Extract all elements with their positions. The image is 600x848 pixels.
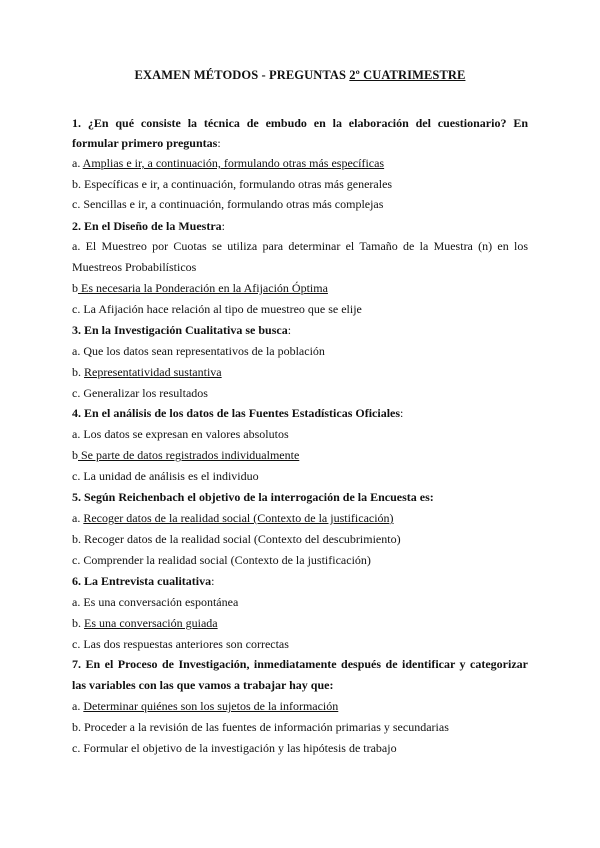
question-3-suffix: :	[287, 323, 292, 337]
option-prefix: a.	[72, 699, 84, 713]
option-prefix: c.	[72, 553, 84, 567]
question-4-suffix: :	[400, 406, 404, 420]
question-3-option-c	[72, 383, 528, 403]
question-2-text: 2. En el Diseño de la Muestra	[72, 219, 222, 233]
option-text: La unidad de análisis es el individuo	[83, 469, 259, 483]
question-2-option-a-line-2: Muestreos Probabilísticos	[72, 260, 197, 274]
question-4-option-c	[72, 466, 528, 486]
question-3-option-a	[72, 341, 528, 361]
question-1-text: formular primero preguntas	[72, 136, 218, 150]
option-prefix: b.	[72, 365, 84, 379]
option-text: Las dos respuestas anteriores son correctas	[83, 637, 289, 651]
question-3	[72, 320, 528, 340]
option-text: Comprender la realidad social (Contexto de la justificación)	[83, 553, 371, 567]
question-3-text: 3. En la Investigación Cualitativa se busca	[72, 323, 288, 337]
option-prefix: c.	[72, 302, 84, 316]
title-underlined: 2º CUATRIMESTRE	[349, 68, 466, 82]
question-6-option-c	[72, 634, 528, 654]
option-text-correct: Determinar quiénes son los sujetos de la información	[83, 699, 339, 713]
option-prefix: c.	[72, 386, 84, 400]
option-prefix: b.	[72, 532, 84, 546]
option-prefix: a.	[72, 595, 84, 609]
option-text: Recoger datos de la realidad social (Contexto del descubrimiento)	[84, 532, 401, 546]
question-4-text: 4. En el análisis de los datos de las Fuentes Estadísticas Oficiales	[72, 406, 401, 420]
option-text: Formular el objetivo de la investigación y las hipótesis de trabajo	[83, 741, 397, 755]
question-1-option-a	[72, 153, 528, 173]
question-3-option-b	[72, 362, 528, 382]
question-7-option-a	[72, 696, 528, 716]
question-4	[72, 403, 528, 423]
option-prefix: b	[72, 448, 78, 462]
option-prefix: a.	[72, 511, 84, 525]
option-text: Generalizar los resultados	[83, 386, 208, 400]
question-4-option-b	[72, 445, 528, 465]
question-5: 5. Según Reichenbach el objetivo de la interrogación de la Encuesta es:	[72, 490, 434, 504]
option-text-correct: Es una conversación guiada	[84, 616, 218, 630]
question-7-line-2: las variables con las que vamos a trabajar hay que:	[72, 678, 334, 692]
option-text: Sencillas e ir, a continuación, formulando otras más complejas	[83, 197, 384, 211]
option-text: Proceder a la revisión de las fuentes de información primarias y secundarias	[84, 720, 449, 734]
option-text-correct: Es necesaria la Ponderación en la Afijación Óptima	[78, 281, 328, 295]
option-prefix: a.	[72, 156, 83, 170]
question-5-option-c	[72, 550, 528, 570]
option-prefix: c.	[72, 637, 84, 651]
option-prefix: c.	[72, 469, 84, 483]
question-2-option-c	[72, 299, 528, 319]
question-1-line-1: 1. ¿En qué consiste la técnica de embudo en la elaboración del cuestionario? En	[72, 116, 528, 130]
question-5-option-a	[72, 508, 528, 528]
option-text-correct: Recoger datos de la realidad social (Contexto de la justificación)	[83, 511, 394, 525]
option-prefix: a.	[72, 344, 84, 358]
question-2-option-b	[72, 278, 528, 298]
option-text: La Afijación hace relación al tipo de muestreo que se elije	[83, 302, 362, 316]
question-4-option-a	[72, 424, 528, 444]
option-prefix: b.	[72, 720, 84, 734]
option-prefix: c.	[72, 197, 84, 211]
question-6-option-a	[72, 592, 528, 612]
option-text: El Muestreo por Cuotas se utiliza para determinar el Tamaño de la Muestra (n) en los	[85, 239, 528, 253]
option-prefix: c.	[72, 741, 84, 755]
question-6-suffix: :	[211, 574, 215, 588]
option-prefix: a.	[72, 239, 86, 253]
question-1-option-b	[72, 174, 528, 194]
option-text: Es una conversación espontánea	[83, 595, 239, 609]
question-7-option-b	[72, 717, 528, 737]
option-text-correct: Representatividad sustantiva	[84, 365, 222, 379]
question-1-suffix: :	[217, 136, 221, 150]
question-5-option-b	[72, 529, 528, 549]
option-prefix: a.	[72, 427, 84, 441]
option-text: Específicas e ir, a continuación, formulando otras más generales	[84, 177, 393, 191]
option-prefix: b	[72, 281, 78, 295]
question-2-option-a-line-1	[72, 236, 528, 256]
question-7-option-c	[72, 738, 528, 758]
option-prefix: b.	[72, 616, 84, 630]
option-text: Los datos se expresan en valores absolutos	[83, 427, 289, 441]
question-6-text: 6. La Entrevista cualitativa	[72, 574, 212, 588]
option-prefix: b.	[72, 177, 84, 191]
question-2-suffix: :	[221, 219, 226, 233]
question-6-option-b	[72, 613, 528, 633]
question-6	[72, 571, 528, 591]
option-text-correct: Amplias e ir, a continuación, formulando otras más específicas	[82, 156, 385, 170]
question-7-line-1: 7. En el Proceso de Investigación, inmediatamente después de identificar y categorizar	[72, 657, 528, 671]
page-title	[0, 68, 600, 83]
question-2	[72, 216, 528, 236]
option-text-correct: Se parte de datos registrados individualmente	[78, 448, 300, 462]
question-1-option-c	[72, 194, 528, 214]
title-prefix: EXAMEN MÉTODOS - PREGUNTAS	[134, 68, 347, 82]
option-text: Que los datos sean representativos de la población	[83, 344, 325, 358]
question-1-line-2	[72, 133, 528, 153]
